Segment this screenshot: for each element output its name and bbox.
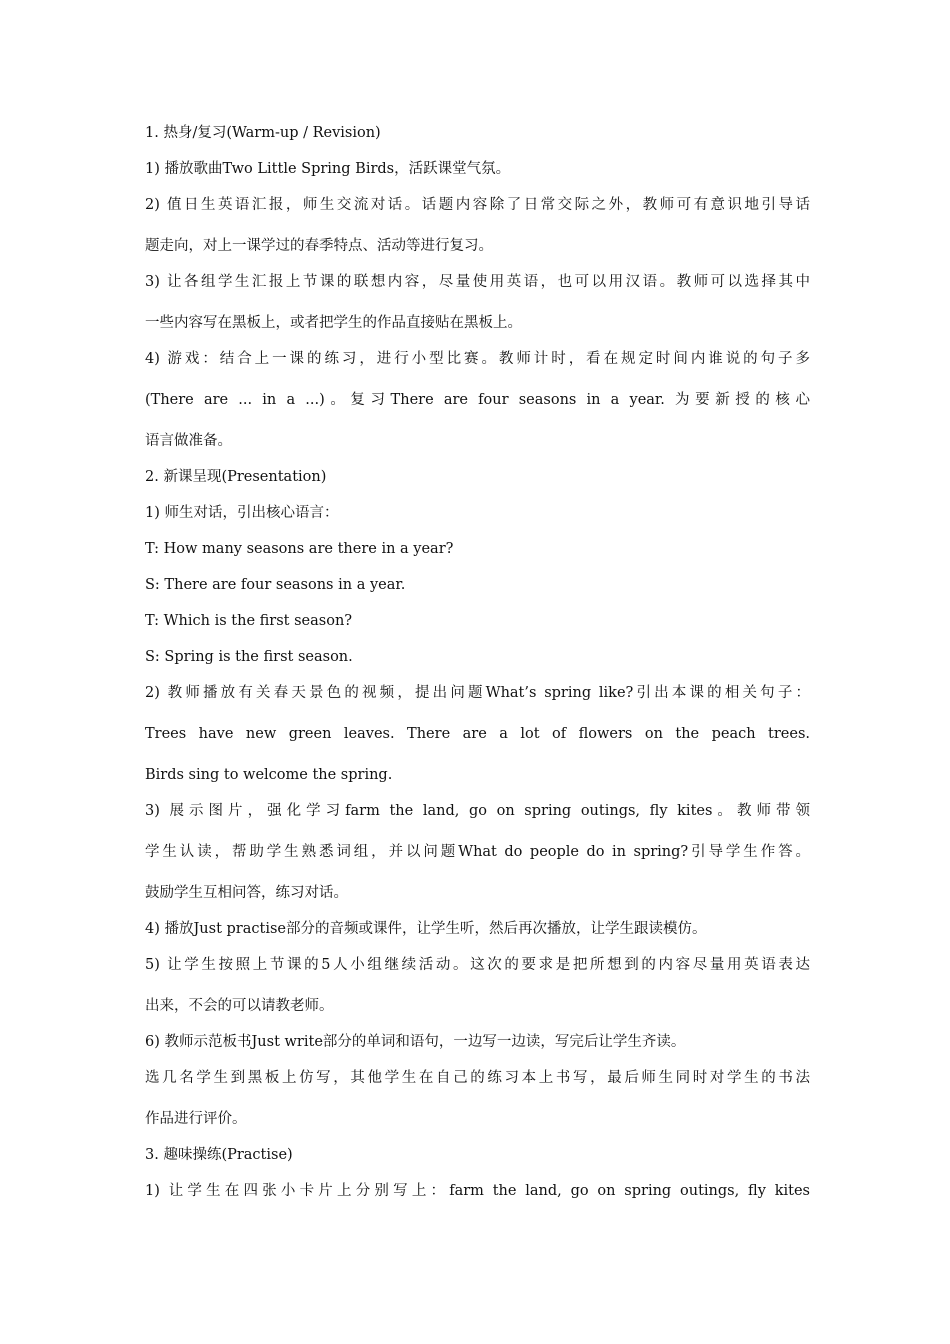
- text-line: 1) 让学生在四张小卡片上分别写上：farm the land, go on spring outings, fly kites: [145, 1183, 810, 1199]
- text-line: 作品进行评价。: [145, 1111, 247, 1127]
- text-line: 1) 播放歌曲Two Little Spring Birds，活跃课堂气氛。: [145, 161, 511, 177]
- text-line: (There are ... in a ...)。复习There are four seasons in a year. 为要新授的核心: [145, 392, 810, 408]
- text-line: 题走向，对上一课学过的春季特点、活动等进行复习。: [145, 238, 493, 254]
- text-line: 4) 播放Just practise部分的音频或课件，让学生听，然后再次播放，让学生跟读模仿。: [145, 921, 707, 937]
- text-line: 4) 游戏：结合上一课的练习，进行小型比赛。教师计时，看在规定时间内谁说的句子多: [145, 351, 810, 367]
- text-line: 2) 教师播放有关春天景色的视频，提出问题What’s spring like?引出本课的相关句子：: [145, 685, 810, 701]
- text-line: 鼓励学生互相问答，练习对话。: [145, 885, 348, 901]
- dialogue-line: S: There are four seasons in a year.: [145, 577, 406, 593]
- text-line: 选几名学生到黑板上仿写，其他学生在自己的练习本上书写，最后师生同时对学生的书法: [145, 1070, 810, 1086]
- section-heading-practise: 3. 趣味操练(Practise): [145, 1147, 293, 1163]
- text-line: 6) 教师示范板书Just write部分的单词和语句，一边写一边读，写完后让学生齐读。: [145, 1034, 686, 1050]
- lesson-plan-text: [145, 122, 810, 1202]
- text-line: 1) 师生对话，引出核心语言：: [145, 505, 339, 521]
- text-line: 3) 让各组学生汇报上节课的联想内容，尽量使用英语，也可以用汉语。教师可以选择其中: [145, 274, 810, 290]
- text-line: 2) 值日生英语汇报，师生交流对话。话题内容除了日常交际之外，教师可有意识地引导话: [145, 197, 810, 213]
- text-line: 一些内容写在黑板上，或者把学生的作品直接贴在黑板上。: [145, 315, 522, 331]
- text-line: 语言做准备。: [145, 433, 232, 449]
- text-line: 3) 展示图片，强化学习farm the land, go on spring outings, fly kites。教师带领: [145, 803, 810, 819]
- text-line: 出来，不会的可以请教老师。: [145, 998, 334, 1014]
- dialogue-line: T: How many seasons are there in a year?: [145, 541, 454, 557]
- text-line: Birds sing to welcome the spring.: [145, 767, 393, 783]
- section-heading-warm-up: 1. 热身/复习(Warm-up / Revision): [145, 125, 381, 141]
- section-heading-presentation: 2. 新课呈现(Presentation): [145, 469, 327, 485]
- dialogue-line: S: Spring is the first season.: [145, 649, 353, 665]
- dialogue-line: T: Which is the first season?: [145, 613, 353, 629]
- text-line: 学生认读，帮助学生熟悉词组，并以问题What do people do in spring?引导学生作答。: [145, 844, 810, 860]
- text-line: Trees have new green leaves. There are a lot of flowers on the peach trees.: [145, 726, 810, 742]
- text-line: 5) 让学生按照上节课的5人小组继续活动。这次的要求是把所想到的内容尽量用英语表达: [145, 957, 810, 973]
